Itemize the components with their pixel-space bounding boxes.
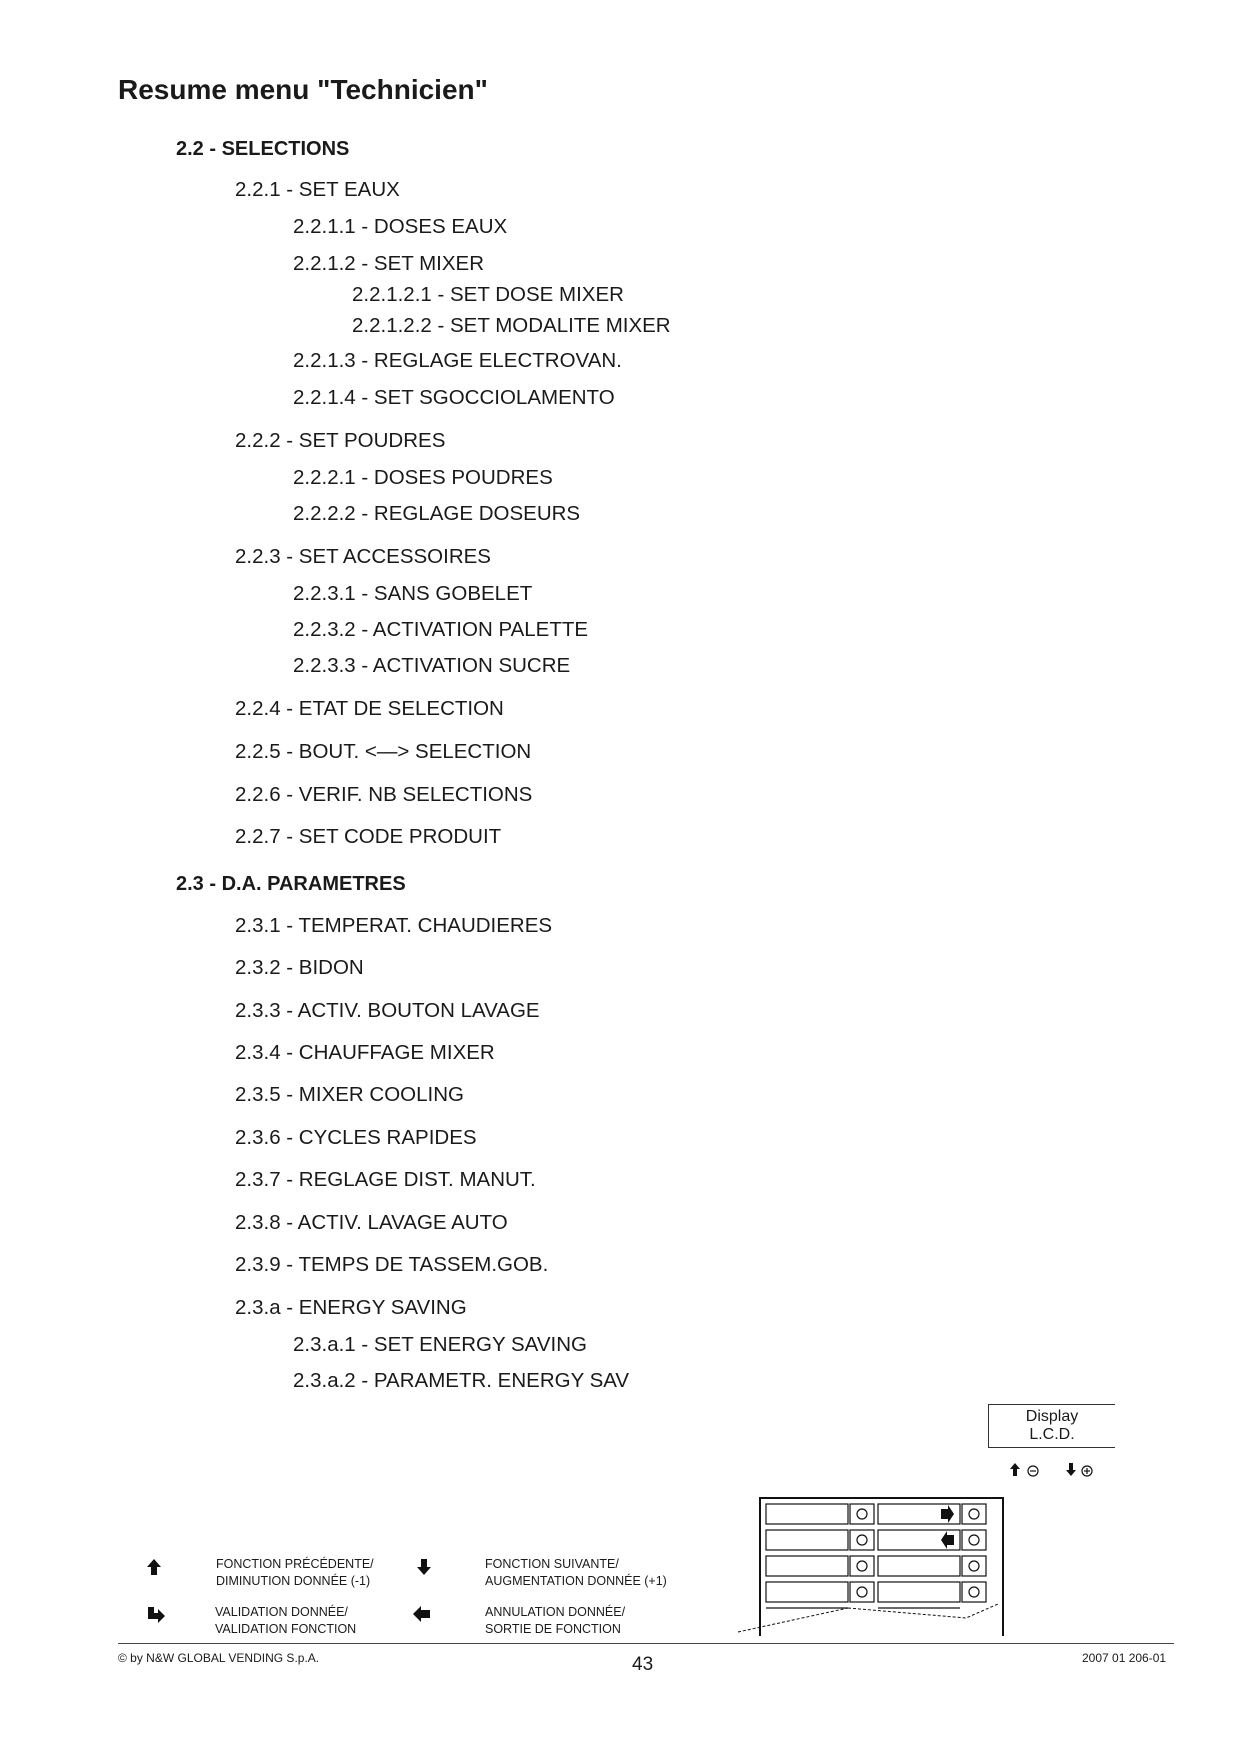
legend-cancel-line2: SORTIE DE FONCTION [485, 1622, 621, 1636]
menu-item: 2.3.4 - CHAUFFAGE MIXER [235, 1041, 495, 1064]
menu-item: 2.3.5 - MIXER COOLING [235, 1083, 464, 1106]
lcd-display-box [988, 1404, 1115, 1448]
lcd-label-line2: L.C.D. [1029, 1426, 1075, 1443]
footer-copyright: © by N&W GLOBAL VENDING S.p.A. [118, 1651, 320, 1665]
menu-item: 2.3.9 - TEMPS DE TASSEM.GOB. [235, 1253, 549, 1276]
legend-next [485, 1556, 667, 1590]
menu-item: 2.3.a.1 - SET ENERGY SAVING [293, 1333, 587, 1356]
menu-item: 2.2.1.3 - REGLAGE ELECTROVAN. [293, 349, 622, 372]
menu-item: 2.2.1.1 - DOSES EAUX [293, 215, 508, 238]
menu-item: 2.2.1 - SET EAUX [235, 178, 400, 201]
legend-next-line2: AUGMENTATION DONNÉE (+1) [485, 1574, 667, 1588]
legend-valid-line2: VALIDATION FONCTION [215, 1622, 357, 1636]
section-heading: 2.3 - D.A. PARAMETRES [176, 873, 406, 895]
menu-item: 2.3.6 - CYCLES RAPIDES [235, 1126, 477, 1149]
legend-prev-line2: DIMINUTION DONNÉE (-1) [216, 1574, 371, 1588]
menu-item: 2.2.3.3 - ACTIVATION SUCRE [293, 654, 571, 677]
menu-item: 2.3.7 - REGLAGE DIST. MANUT. [235, 1168, 536, 1191]
menu-item: 2.2.1.4 - SET SGOCCIOLAMENTO [293, 386, 615, 409]
menu-item: 2.2.3.1 - SANS GOBELET [293, 582, 533, 605]
menu-item: 2.3.2 - BIDON [235, 956, 364, 979]
legend-cancel-line1: ANNULATION DONNÉE/ [485, 1605, 626, 1619]
menu-item: 2.2.2 - SET POUDRES [235, 429, 446, 452]
back-arrow-icon [412, 1604, 432, 1624]
menu-item: 2.2.2.1 - DOSES POUDRES [293, 466, 553, 489]
menu-item: 2.3.3 - ACTIV. BOUTON LAVAGE [235, 999, 540, 1022]
menu-item: 2.3.a - ENERGY SAVING [235, 1296, 467, 1319]
menu-item: 2.2.7 - SET CODE PRODUIT [235, 825, 502, 848]
menu-item: 2.3.a.2 - PARAMETR. ENERGY SAV [293, 1369, 630, 1392]
menu-item: 2.2.6 - VERIF. NB SELECTIONS [235, 783, 533, 806]
legend-valid-line1: VALIDATION DONNÉE/ [215, 1605, 348, 1619]
menu-item: 2.2.5 - BOUT. <—> SELECTION [235, 740, 532, 763]
legend-prev [216, 1556, 374, 1590]
menu-item: 2.2.4 - ETAT DE SELECTION [235, 697, 504, 720]
arrow-up-icon [144, 1557, 164, 1577]
menu-item: 2.3.1 - TEMPERAT. CHAUDIERES [235, 914, 553, 937]
page-number: 43 [632, 1654, 654, 1675]
page-title: Resume menu "Technicien" [118, 74, 488, 105]
footer-divider [118, 1643, 1174, 1644]
menu-item: 2.2.1.2 - SET MIXER [293, 252, 485, 275]
menu-item: 2.2.1.2.1 - SET DOSE MIXER [352, 283, 624, 306]
arrow-down-icon [414, 1557, 434, 1577]
legend-next-line1: FONCTION SUIVANTE/ [485, 1557, 619, 1571]
footer-doc-ref: 2007 01 206-01 [1082, 1651, 1167, 1665]
menu-item: 2.2.2.2 - REGLAGE DOSEURS [293, 502, 581, 525]
keypad-panel-diagram [736, 1494, 1016, 1636]
section-heading: 2.2 - SELECTIONS [176, 138, 350, 160]
menu-item: 2.3.8 - ACTIV. LAVAGE AUTO [235, 1211, 508, 1234]
lcd-label-line1: Display [1025, 1408, 1079, 1425]
display-arrows-icon [1008, 1461, 1098, 1479]
legend-prev-line1: FONCTION PRÉCÉDENTE/ [216, 1557, 374, 1571]
menu-item: 2.2.3 - SET ACCESSOIRES [235, 545, 491, 568]
menu-item: 2.2.1.2.2 - SET MODALITE MIXER [352, 314, 671, 337]
enter-arrow-icon [146, 1604, 166, 1624]
legend-valid [215, 1604, 356, 1638]
menu-item: 2.2.3.2 - ACTIVATION PALETTE [293, 618, 589, 641]
legend-cancel [485, 1604, 625, 1638]
